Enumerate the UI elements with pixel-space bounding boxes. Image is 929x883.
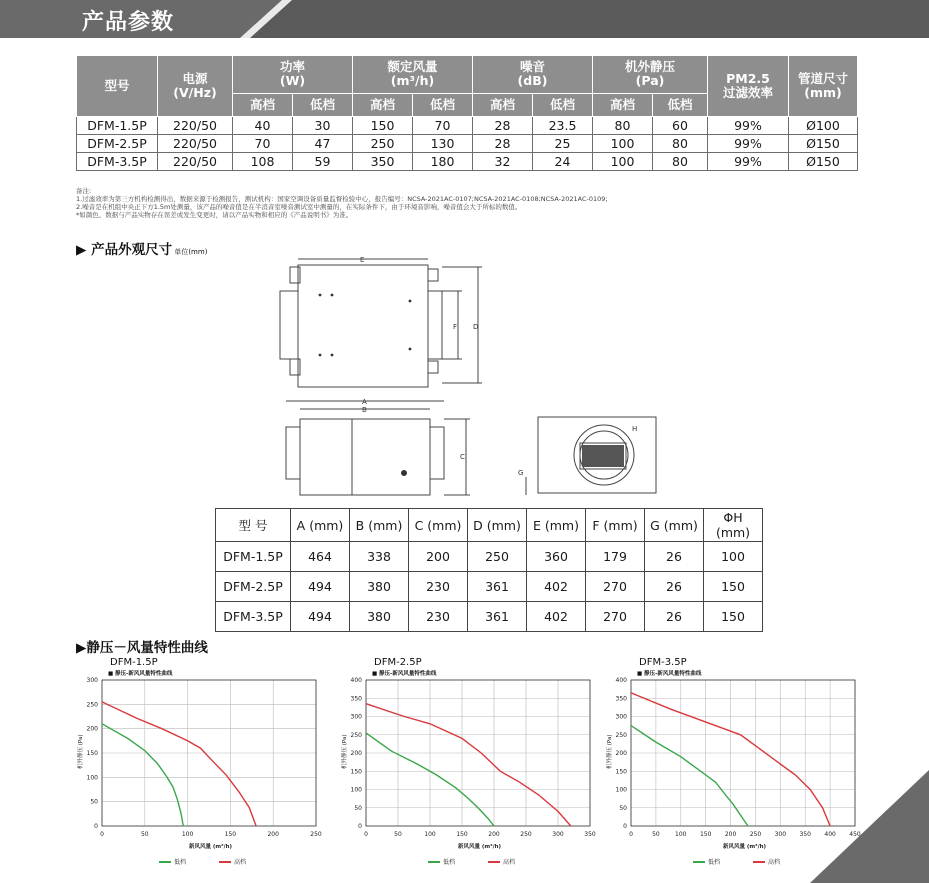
y-tick-label: 0 <box>623 823 627 830</box>
spec-cell: DFM-1.5P <box>77 117 158 135</box>
note-line: 1.过滤效率为第三方机构检测得出，数据来源于检测报告，测试机构：国家空调设备质量监督检验中心，报告编号：NCSA-2021AC-0107;NCSA-2021AC-0108;NCSA-2021AC-0109; <box>76 195 608 203</box>
x-tick-label: 100 <box>181 831 194 838</box>
top-view-right-port <box>428 291 442 359</box>
spec-cell: Ø100 <box>789 117 858 135</box>
x-tick-label: 300 <box>552 831 564 838</box>
dimensions-title: ▶ 产品外观尺寸 单位(mm) <box>76 242 208 258</box>
th-pm25: PM2.5 过滤效率 <box>708 56 789 117</box>
spec-cell: 250 <box>353 135 413 153</box>
label-B: B <box>362 406 367 414</box>
th-noise-high: 高档 <box>473 93 533 116</box>
th-airflow-low: 低档 <box>413 93 473 116</box>
dim-th: B (mm) <box>350 509 409 542</box>
x-tick-label: 50 <box>394 831 402 838</box>
y-tick-label: 100 <box>350 786 362 794</box>
th-static-pressure: 机外静压 (Pa) <box>593 56 708 94</box>
chart-subtitle: ■ 静压-新风风量特性曲线 <box>372 671 437 677</box>
spec-cell: 30 <box>293 117 353 135</box>
y-tick-label: 100 <box>86 774 98 782</box>
chart-subtitle: ■ 静压-新风风量特性曲线 <box>108 671 173 677</box>
y-tick-label: 150 <box>350 768 362 776</box>
spec-table <box>76 55 858 171</box>
label-C: C <box>460 453 465 461</box>
dim-cell: 361 <box>468 572 527 602</box>
spec-cell: DFM-2.5P <box>77 135 158 153</box>
spec-cell: DFM-3.5P <box>77 153 158 171</box>
x-tick-label: 150 <box>456 831 468 838</box>
spec-cell: 130 <box>413 135 473 153</box>
y-tick-label: 350 <box>350 695 362 703</box>
spec-cell: 32 <box>473 153 533 171</box>
y-tick-label: 400 <box>350 677 362 684</box>
spec-cell: 108 <box>233 153 293 171</box>
dim-cell: 464 <box>291 542 350 572</box>
y-tick-label: 0 <box>94 823 98 830</box>
th-pressure-high: 高档 <box>593 93 653 116</box>
y-axis-label: 机外静压 (Pa) <box>78 734 84 769</box>
y-tick-label: 250 <box>350 731 362 739</box>
chart-dfm-1-5p <box>76 654 326 879</box>
label-H: H <box>632 425 638 433</box>
note-line: 2.噪音是在机组中央正下方1.5m处测量，该产品的噪音值是在半消音室噪音测试室中测量的，在实际条件下，由于环境音影响，噪音值会大于所标的数值。 <box>76 203 522 211</box>
dim-cell: 360 <box>527 542 586 572</box>
y-tick-label: 150 <box>86 750 98 757</box>
dim-th: A (mm) <box>291 509 350 542</box>
x-axis-label: 新风风量 (m³/h) <box>458 844 502 850</box>
y-tick-label: 50 <box>619 804 627 812</box>
legend-low-label: 低档 <box>443 859 456 866</box>
x-tick-label: 150 <box>224 831 237 838</box>
y-tick-label: 50 <box>354 804 362 812</box>
x-tick-label: 0 <box>629 831 633 838</box>
dim-cell: DFM-2.5P <box>216 572 291 602</box>
label-E: E <box>360 256 365 264</box>
dim-th: F (mm) <box>586 509 645 542</box>
chart-subtitle: ■ 静压-新风风量特性曲线 <box>637 671 702 677</box>
x-tick-label: 450 <box>849 831 861 838</box>
y-tick-label: 250 <box>86 701 98 709</box>
spec-cell: 99% <box>708 135 789 153</box>
dim-cell: 250 <box>468 542 527 572</box>
spec-row <box>77 135 858 153</box>
x-axis-label: 新风风量 (m³/h) <box>723 844 767 850</box>
chart-dfm-2-5p <box>340 654 600 879</box>
x-tick-label: 400 <box>824 831 836 838</box>
dim-row <box>216 542 763 572</box>
spec-cell: 99% <box>708 153 789 171</box>
dim-cell: 230 <box>409 602 468 632</box>
chart-title: DFM-3.5P <box>639 657 687 668</box>
y-tick-label: 150 <box>615 768 627 776</box>
y-tick-label: 250 <box>615 731 627 739</box>
spec-cell: 80 <box>653 153 708 171</box>
spec-cell: 70 <box>233 135 293 153</box>
x-tick-label: 100 <box>424 831 436 838</box>
x-tick-label: 200 <box>267 831 279 838</box>
legend-high-label: 高档 <box>503 859 516 866</box>
dim-cell: 26 <box>645 542 704 572</box>
y-tick-label: 200 <box>86 725 98 733</box>
spec-cell: 47 <box>293 135 353 153</box>
x-tick-label: 350 <box>799 831 811 838</box>
spec-cell: 220/50 <box>158 117 233 135</box>
series-low-line <box>102 724 183 826</box>
x-tick-label: 50 <box>652 831 660 838</box>
x-tick-label: 200 <box>488 831 500 838</box>
top-view-left-port <box>280 291 298 359</box>
dim-th: D (mm) <box>468 509 527 542</box>
y-tick-label: 100 <box>615 786 627 794</box>
y-tick-label: 50 <box>90 798 98 806</box>
th-airflow-high: 高档 <box>353 93 413 116</box>
x-tick-label: 300 <box>774 831 787 838</box>
spec-cell: 150 <box>353 117 413 135</box>
dim-row <box>216 602 763 632</box>
side-view-left-port <box>286 427 300 479</box>
th-power-high: 高档 <box>233 93 293 116</box>
spec-cell: 23.5 <box>533 117 593 135</box>
y-tick-label: 300 <box>86 677 98 684</box>
spec-cell: 70 <box>413 117 473 135</box>
y-tick-label: 200 <box>350 750 362 757</box>
end-view-fan <box>582 445 624 467</box>
header-banner <box>0 0 929 38</box>
x-axis-label: 新风风量 (m³/h) <box>189 844 233 850</box>
spec-cell: Ø150 <box>789 153 858 171</box>
spec-row <box>77 117 858 135</box>
dim-cell: 361 <box>468 602 527 632</box>
dim-cell: 380 <box>350 602 409 632</box>
x-tick-label: 50 <box>140 831 149 838</box>
label-A: A <box>362 398 367 406</box>
th-noise-low: 低档 <box>533 93 593 116</box>
dim-cell: 270 <box>586 572 645 602</box>
spec-cell: 220/50 <box>158 153 233 171</box>
th-power-supply: 电源 (V/Hz) <box>158 56 233 117</box>
spec-cell: 59 <box>293 153 353 171</box>
notes <box>76 187 876 219</box>
label-D: D <box>473 323 479 331</box>
chart-title: DFM-2.5P <box>374 657 422 668</box>
dim-cell: 402 <box>527 572 586 602</box>
spec-cell: 100 <box>593 153 653 171</box>
dim-cell: 338 <box>350 542 409 572</box>
y-axis-label: 机外静压 (Pa) <box>607 734 613 769</box>
y-tick-label: 300 <box>615 713 627 721</box>
side-view-right-port <box>430 427 444 479</box>
th-model: 型号 <box>77 56 158 117</box>
th-airflow: 额定风量 (m³/h) <box>353 56 473 94</box>
legend-low-label: 低档 <box>174 859 187 866</box>
th-noise: 噪音 (dB) <box>473 56 593 94</box>
top-view-body <box>298 265 428 387</box>
spec-row <box>77 153 858 171</box>
note-line: 备注: <box>76 187 92 195</box>
y-tick-label: 200 <box>615 750 627 757</box>
th-pressure-low: 低档 <box>653 93 708 116</box>
label-F: F <box>453 323 458 331</box>
x-tick-label: 250 <box>310 831 322 838</box>
dim-th: ΦH (mm) <box>704 509 763 542</box>
curves-title: ▶静压－风量特性曲线 <box>76 640 208 656</box>
page-title: 产品参数 <box>82 10 175 35</box>
y-axis-label: 机外静压 (Pa) <box>342 734 348 769</box>
spec-cell: 80 <box>593 117 653 135</box>
spec-cell: 25 <box>533 135 593 153</box>
spec-cell: 40 <box>233 117 293 135</box>
chart-title: DFM-1.5P <box>110 657 158 668</box>
dim-cell: 26 <box>645 602 704 632</box>
dimension-table <box>215 508 763 632</box>
dim-cell: 150 <box>704 602 763 632</box>
y-tick-label: 300 <box>350 713 362 721</box>
th-duct: 管道尺寸 (mm) <box>789 56 858 117</box>
side-view-body <box>300 419 430 495</box>
legend-high-label: 高档 <box>234 859 247 866</box>
dim-th: 型 号 <box>216 509 291 542</box>
dim-cell: 200 <box>409 542 468 572</box>
corner-decoration <box>790 770 929 883</box>
spec-cell: 28 <box>473 135 533 153</box>
spec-cell: 80 <box>653 135 708 153</box>
note-line: *如颜色、数据与产品实物存在误差或发生变更时，请以产品实物和相应的《产品说明书》为准。 <box>76 211 353 219</box>
dim-cell: 270 <box>586 602 645 632</box>
dim-th: C (mm) <box>409 509 468 542</box>
dim-cell: 179 <box>586 542 645 572</box>
dim-cell: 380 <box>350 572 409 602</box>
spec-cell: 100 <box>593 135 653 153</box>
spec-cell: 350 <box>353 153 413 171</box>
dim-cell: DFM-1.5P <box>216 542 291 572</box>
dim-cell: 150 <box>704 572 763 602</box>
spec-cell: 28 <box>473 117 533 135</box>
dim-cell: 402 <box>527 602 586 632</box>
th-power-low: 低档 <box>293 93 353 116</box>
x-tick-label: 0 <box>100 831 104 838</box>
spec-cell: 99% <box>708 117 789 135</box>
dim-th: G (mm) <box>645 509 704 542</box>
th-power: 功率 (W) <box>233 56 353 94</box>
x-tick-label: 0 <box>364 831 368 838</box>
legend-high-label: 高档 <box>768 859 781 866</box>
x-tick-label: 350 <box>584 831 596 838</box>
y-tick-label: 400 <box>615 677 627 684</box>
x-tick-label: 250 <box>749 831 762 838</box>
legend-low-label: 低档 <box>708 859 721 866</box>
spec-cell: Ø150 <box>789 135 858 153</box>
product-drawings <box>270 255 690 505</box>
dim-cell: 100 <box>704 542 763 572</box>
spec-cell: 24 <box>533 153 593 171</box>
dim-cell: 26 <box>645 572 704 602</box>
x-tick-label: 200 <box>724 831 737 838</box>
dim-cell: 230 <box>409 572 468 602</box>
spec-cell: 60 <box>653 117 708 135</box>
dim-cell: DFM-3.5P <box>216 602 291 632</box>
spec-cell: 220/50 <box>158 135 233 153</box>
dim-cell: 494 <box>291 572 350 602</box>
dim-th: E (mm) <box>527 509 586 542</box>
y-tick-label: 0 <box>358 823 362 830</box>
y-tick-label: 350 <box>615 695 627 703</box>
dim-cell: 494 <box>291 602 350 632</box>
dim-row <box>216 572 763 602</box>
x-tick-label: 100 <box>675 831 687 838</box>
x-tick-label: 250 <box>520 831 532 838</box>
label-G: G <box>518 469 524 477</box>
spec-cell: 180 <box>413 153 473 171</box>
x-tick-label: 150 <box>699 831 712 838</box>
